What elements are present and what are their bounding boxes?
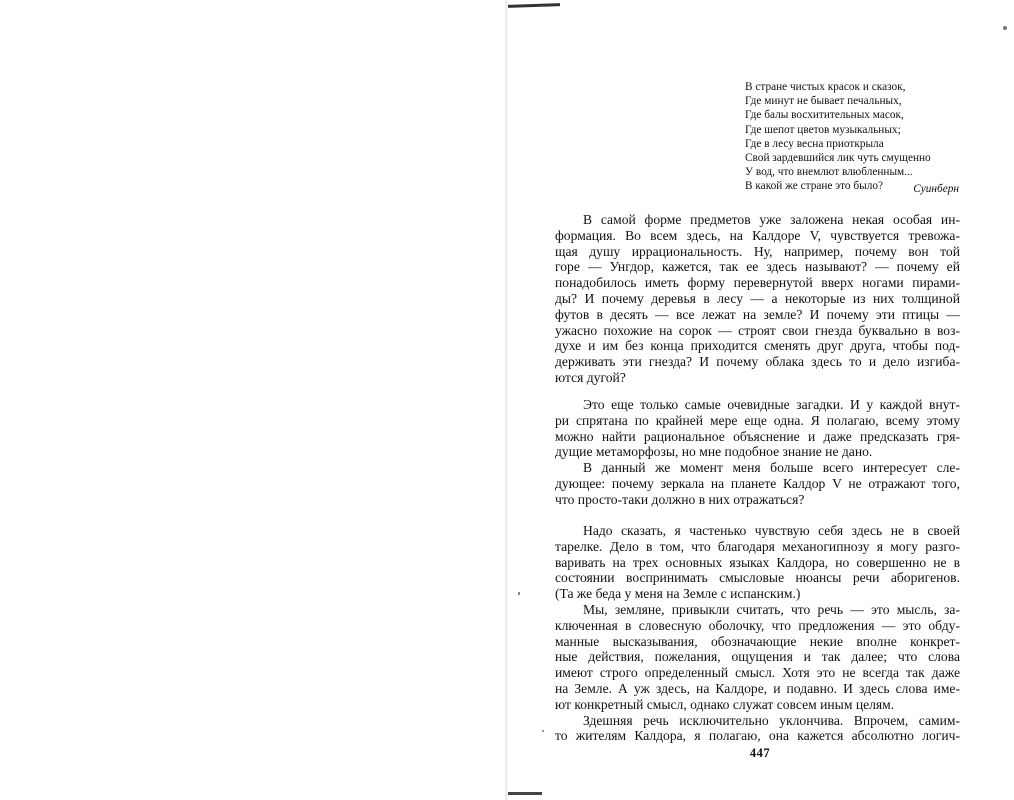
- text-line: ют конкретный смысл, однако служат совсем иным целям.: [555, 696, 895, 712]
- scan-mark-bottom: [508, 792, 542, 795]
- text-line: Надо сказать, я частенько чувствую себя здесь не в своей: [583, 523, 960, 538]
- text-line: то жителям Калдора, я полагаю, она кажется абсолютно логич-: [555, 728, 960, 744]
- left-blank-page: [0, 0, 505, 800]
- text-line: тарелке. Дело в том, что благодаря механогипнозу я могу разго-: [555, 538, 960, 554]
- book-gutter: [505, 0, 509, 800]
- text-line: футов в десять — все лежат на земле? И почему эти птицы —: [555, 306, 960, 322]
- text-line: варивать на трех основных языках Калдора, но совершенно не в: [555, 554, 960, 570]
- body-section-3: [555, 523, 960, 744]
- text-line: ключенная в словесную оболочку, что предложения — это обду-: [555, 617, 960, 633]
- text-line: духе и им без конца приходится сменять друг друга, чтобы под-: [555, 338, 960, 354]
- epigraph-line: Где шепот цветов музыкальных;: [745, 123, 901, 136]
- text-line: можно найти рациональное объяснение и даже предсказать гря-: [555, 428, 960, 444]
- scan-speck: [542, 730, 544, 732]
- text-line: (Та же беда у меня на Земле с испанским.): [555, 586, 801, 602]
- text-line: дущие метаморфозы, но мне подобное знание не дано.: [555, 444, 873, 460]
- body-section-2: [555, 397, 960, 508]
- text-line: В самой форме предметов уже заложена некая особая ин-: [583, 212, 960, 227]
- scan-mark-top: [508, 3, 560, 8]
- epigraph: [745, 80, 960, 194]
- text-line: на Земле. А уж здесь, на Калдоре, и подавно. И здесь слова име-: [555, 680, 960, 696]
- epigraph-line: Где в лесу весна приоткрыла: [745, 137, 884, 150]
- text-line: ды? И почему деревья в лесу — а некоторые из них толщиной: [555, 290, 960, 306]
- epigraph-line: В стране чистых красок и сказок,: [745, 81, 906, 93]
- text-line: ри спрятана по крайней мере еще одна. Я полагаю, всему этому: [555, 412, 960, 428]
- text-line: Это еще только самые очевидные загадки. И у каждой внут-: [583, 397, 960, 412]
- text-line: что просто-таки должно в них отражаться?: [555, 491, 805, 507]
- body-section-1: [555, 212, 960, 386]
- text-line: держивать эти гнезда? И почему облака здесь то и дело изгиба-: [555, 354, 960, 370]
- text-line: формация. Во всем здесь, на Калдоре V, чувствуется тревожа-: [555, 227, 960, 243]
- scan-speck: [518, 592, 520, 595]
- text-line: имеют строго определенный смысл. Хотя это не всегда так даже: [555, 665, 960, 681]
- epigraph-line: Где балы восхитительных масок,: [745, 109, 904, 122]
- text-line: Мы, земляне, привыкли считать, что речь — это мысль, за-: [583, 601, 960, 617]
- text-line: Здешняя речь исключительно уклончива. Впрочем, самим-: [583, 712, 960, 728]
- epigraph-line: У вод, что внемлют влюбленным...: [745, 166, 913, 179]
- text-line: ются дугой?: [555, 369, 626, 385]
- text-line: понадобилось иметь форму перевернутой вверх ногами пирами-: [555, 275, 960, 291]
- text-line: В данный же момент меня больше всего интересует сле-: [583, 460, 960, 476]
- text-line: ужасно похожие на сорок — строят свои гнезда буквально в воз-: [555, 322, 960, 338]
- page-number: 447: [749, 746, 771, 760]
- text-line: состоянии воспринимать смысловые нюансы речи аборигенов.: [555, 570, 960, 586]
- epigraph-author: Суинберн: [913, 183, 959, 195]
- text-line: манные высказывания, обозначающие некие вполне конкрет-: [555, 633, 960, 649]
- epigraph-line: Где минут не бывает печальных,: [745, 95, 902, 108]
- text-line: дующее: почему зеркала на планете Калдор V не отражают того,: [555, 475, 960, 491]
- epigraph-line: Свой зардевшийся лик чуть смущенно: [745, 152, 931, 165]
- epigraph-line: В какой же стране это было?: [745, 180, 884, 193]
- scan-speck: [1003, 26, 1007, 30]
- text-line: щая душу иррациональность. Ну, например, почему вон той: [555, 243, 960, 259]
- text-line: горе — Унгдор, кажется, так ее здесь называют? — почему ей: [555, 259, 960, 275]
- text-line: ные действия, пожелания, ощущения и так далее; что слова: [555, 649, 960, 665]
